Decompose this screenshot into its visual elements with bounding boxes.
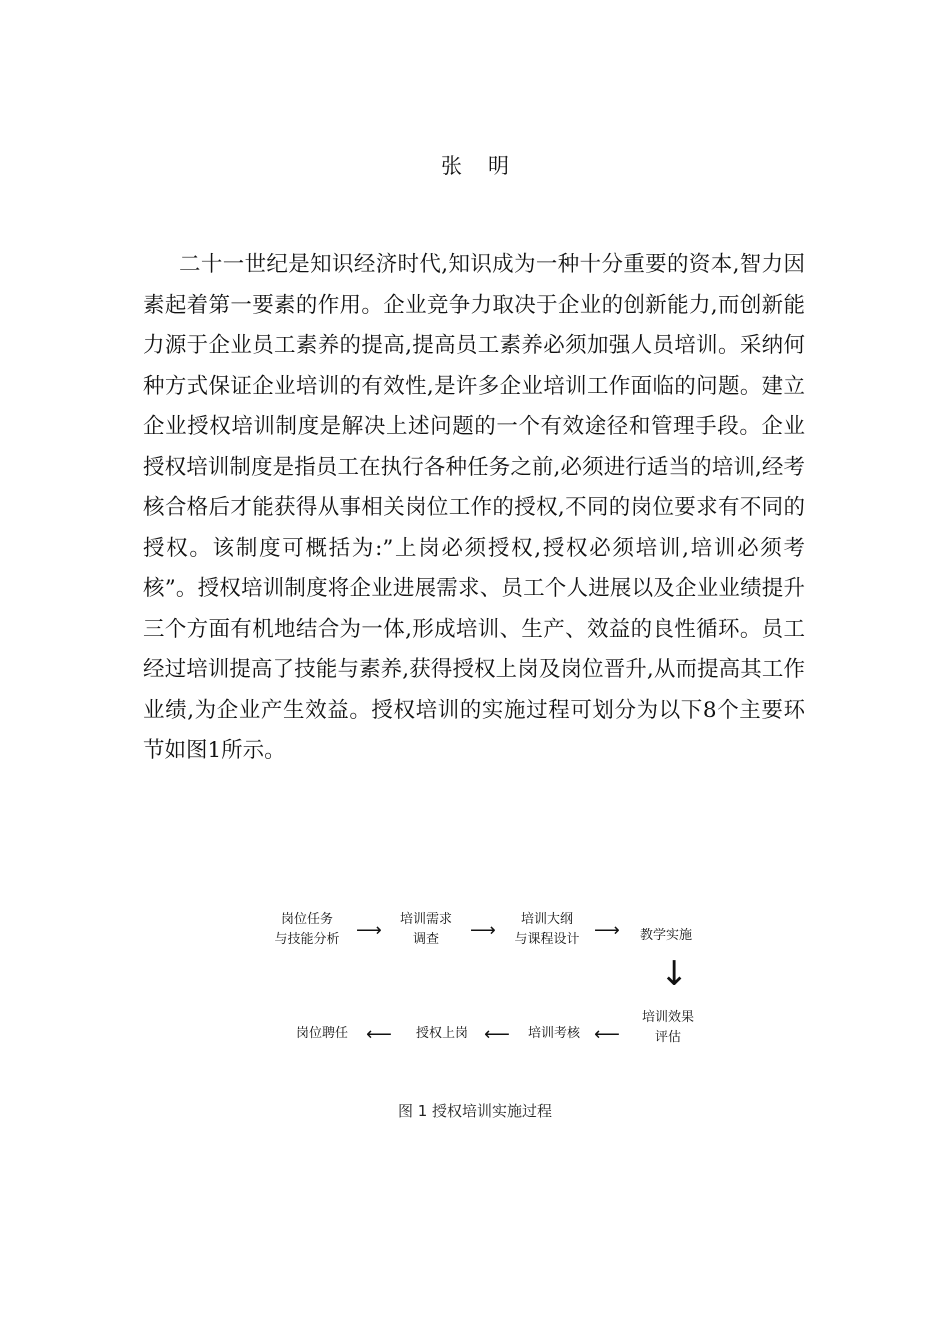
arrow-right-icon: ⟶ [470,920,496,941]
flow-node-assessment [516,1024,592,1044]
flow-node-effect-evaluation [626,1008,710,1048]
arrow-left-icon: ⟵ [484,1024,510,1045]
flow-node-syllabus-design [502,910,592,950]
arrow-left-icon: ⟵ [366,1024,392,1045]
arrow-right-icon: ⟶ [356,920,382,941]
flow-node-line: 岗位任务 [280,912,333,927]
flow-node-needs-survey [386,910,466,950]
flow-node-line: 教学实施 [639,928,692,943]
body-paragraph: 二十一世纪是知识经济时代,知识成为一种十分重要的资本,智力因素起着第一要素的作用。企业竞争力取决于企业的创新能力,而创新能力源于企业员工素养的提高,提高员工素养必须加强人员培训。采纳何种方式保证企业培训的有效性,是许多企业培训工作面临的问题。建立企业授权培训制度是解决上述问题的一个有效途径和管理手段。企业授权培训制度是指员工在执行各种任务之前,必须进行适当的培训,经考核合格后才能获得从事相关岗位工作的授权,不同的岗位要求有不同的授权。该制度可概括为:”上岗必须授权,授权必须培训,培训必须考核”。授权培训制度将企业进展需求、员工个人进展以及企业业绩提升三个方面有机地结合为一体,形成培训、生产、效益的良性循环。员工经过培训提高了技能与素养,获得授权上岗及岗位晋升,从而提高其工作业绩,为企业产生效益。授权培训的实施过程可划分为以下8个主要环节如图1所示。 [143,252,805,763]
flow-node-line: 培训需求 [399,912,452,927]
flow-node-line: 培训考核 [527,1026,580,1041]
flow-node-line: 评估 [654,1030,681,1045]
flow-node-line: 与技能分析 [274,932,340,947]
author-name: 张明 [441,154,535,178]
flow-node-line: 与课程设计 [514,932,580,947]
arrow-right-icon: ⟶ [594,920,620,941]
flow-node-appointment [284,1024,360,1044]
figure-caption: 图 1 授权培训实施过程 [397,1102,553,1120]
arrow-down-icon: ↓ [660,954,689,994]
flow-node-authorization [404,1024,480,1044]
flow-node-line: 培训大纲 [520,912,573,927]
arrow-left-icon: ⟵ [594,1024,620,1045]
flow-node-line: 调查 [412,932,439,947]
flow-node-line: 岗位聘任 [295,1026,348,1041]
flow-node-teaching [626,926,706,946]
flow-node-job-task-analysis [262,910,352,950]
training-process-flowchart [262,900,712,1070]
flow-node-line: 培训效果 [641,1010,694,1025]
flow-node-line: 授权上岗 [415,1026,468,1041]
